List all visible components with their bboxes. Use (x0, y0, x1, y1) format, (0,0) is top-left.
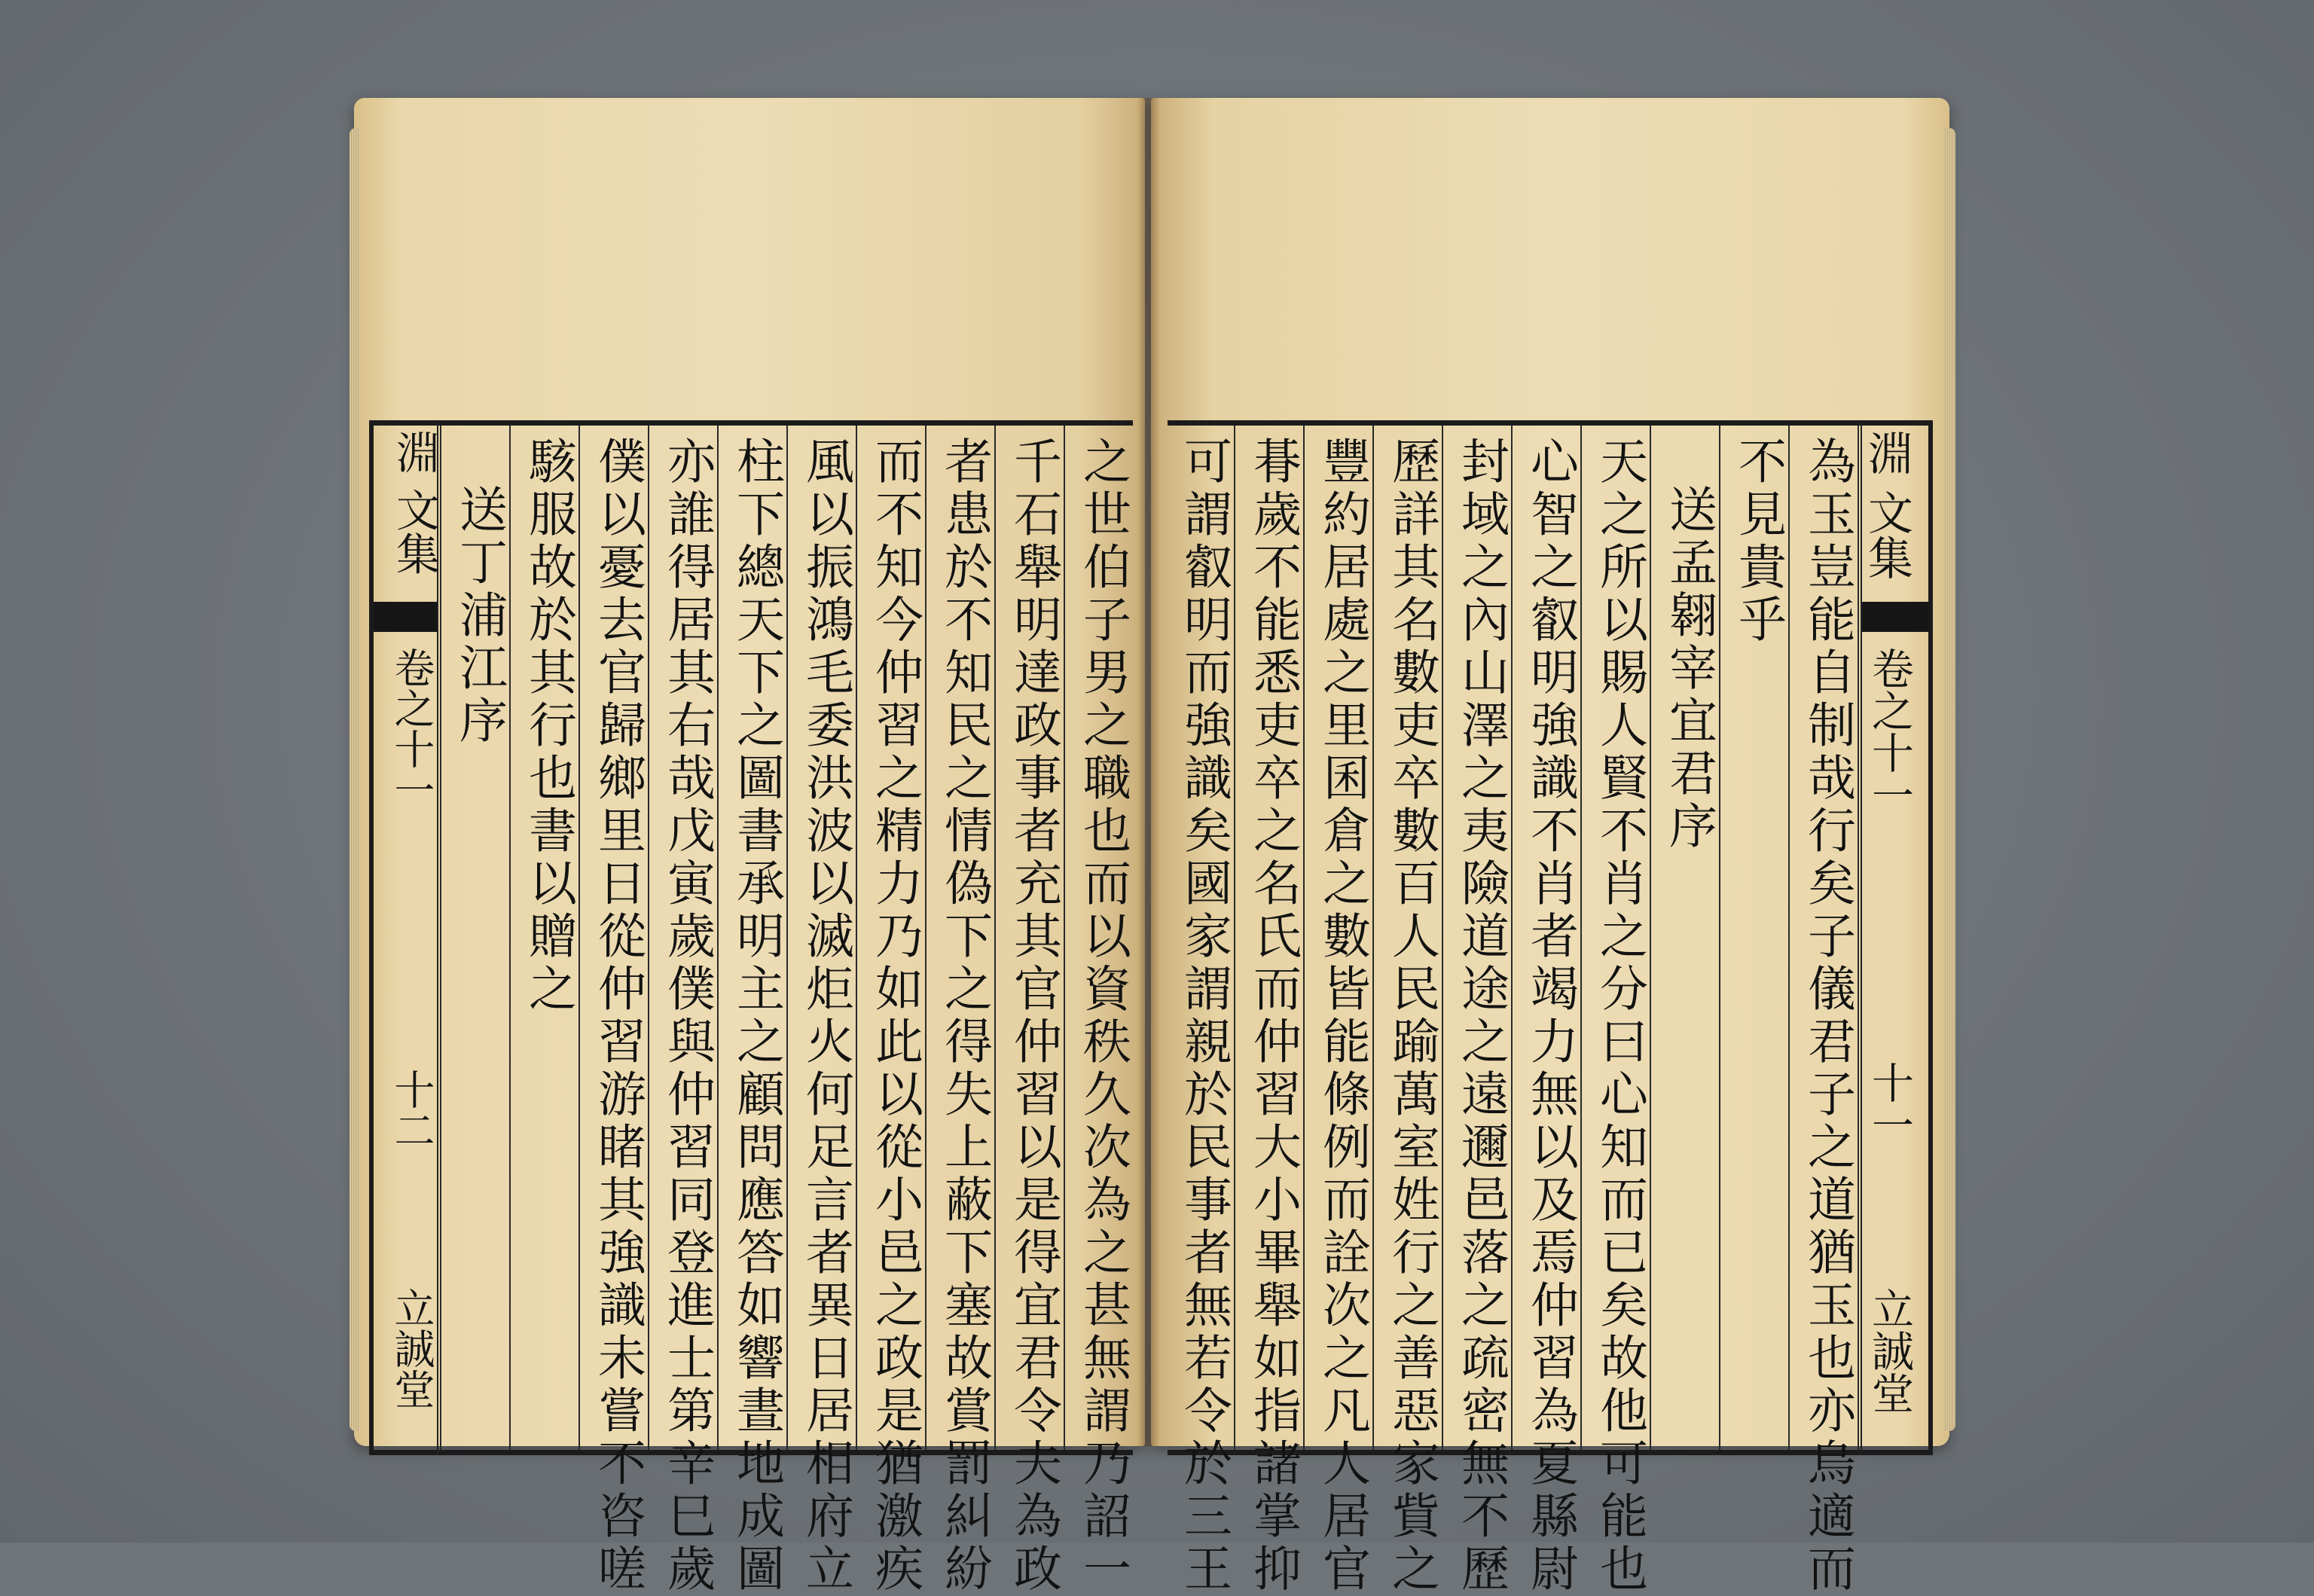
column-rule (856, 426, 857, 1450)
right-col-5: 心智之叡明強識不肖者竭力無以及焉仲習為夏縣尉 (1522, 436, 1578, 1596)
right-page-edges (1943, 128, 1955, 1431)
book-gutter (1137, 98, 1160, 1446)
open-book (354, 90, 1951, 1596)
left-margin-hall: 立誠堂 (388, 1287, 435, 1409)
column-rule (1858, 426, 1859, 1450)
right-col-6: 封域之內山澤之夷險道途之遠邇邑落之疏密無不歷 (1453, 436, 1509, 1596)
left-col-1: 之世伯子男之職也而以資秩久次為之甚無謂乃詔一 (1075, 436, 1131, 1596)
right-col-4: 天之所以賜人賢不肖之分曰心知而已矣故他可能也 (1592, 436, 1647, 1596)
right-margin-title: 淵 文集 (1861, 430, 1913, 581)
left-col-3: 者患於不知民之情偽下之得失上蔽下塞故賞罰糾紛 (936, 436, 992, 1596)
column-rule (1234, 426, 1235, 1450)
right-margin-volume: 卷之十一 (1865, 647, 1914, 816)
column-rule (1442, 426, 1443, 1450)
left-page-text-frame (369, 420, 1133, 1596)
right-margin-fishtail (1862, 602, 1930, 632)
left-margin-volume: 卷之十一 (388, 647, 435, 810)
right-col-9: 朞歲不能悉吏卒之名氏而仲習大小畢舉如指諸掌抑 (1245, 436, 1301, 1596)
right-col-3-heading: 送孟翱宰宜君序 (1661, 484, 1717, 853)
right-margin-hall: 立誠堂 (1865, 1287, 1914, 1414)
column-rule (1719, 426, 1720, 1450)
right-page-text-frame (1168, 420, 1933, 1596)
left-col-4: 而不知今仲習之精力乃如此以從小邑之政是猶激疾 (867, 436, 923, 1596)
right-col-2: 不見貴乎 (1730, 436, 1786, 647)
column-rule (1064, 426, 1065, 1450)
left-col-2: 千石舉明達政事者充其官仲習以是得宜君令夫為政 (1006, 436, 1061, 1596)
left-margin-title: 淵 文集 (389, 430, 440, 575)
column-rule (1650, 426, 1651, 1450)
left-col-6: 柱下總天下之圖書承明主之顧問應答如響晝地成圖 (728, 436, 784, 1596)
left-col-8: 僕以憂去官歸鄉里日從仲習游睹其強識未嘗不咨嗟 (590, 436, 646, 1596)
left-col-9: 駭服故於其行也書以贈之 (520, 436, 576, 1016)
column-rule (648, 426, 649, 1450)
right-col-1: 為玉豈能自制哉行矣子儀君子之道猶玉也亦烏適而 (1800, 436, 1855, 1596)
right-page-margin-strip (1861, 421, 1930, 1454)
left-margin-page-number: 十二 (388, 1069, 435, 1150)
right-col-10: 可謂叡明而強識矣國家謂親於民事者無若令於三王 (1176, 436, 1232, 1596)
column-rule (578, 426, 580, 1450)
column-rule (1303, 426, 1305, 1450)
left-margin-fishtail (374, 602, 437, 632)
column-rule (509, 426, 511, 1450)
left-col-10-heading: 送丁浦江序 (451, 484, 507, 748)
left-page-margin-strip (374, 421, 438, 1454)
column-rule (994, 426, 996, 1450)
left-page-edges (350, 128, 360, 1431)
column-rule (1580, 426, 1582, 1450)
left-col-5: 風以振鴻毛委洪波以滅炬火何足言者異日居相府立 (798, 436, 853, 1596)
column-rule (1372, 426, 1374, 1450)
right-margin-page-number: 十一 (1865, 1061, 1914, 1146)
left-col-7: 亦誰得居其右哉戊寅歲僕與仲習同登進士第辛巳歲 (659, 436, 715, 1596)
column-rule (786, 426, 788, 1450)
right-col-7: 歷詳其名數吏卒數百人民踰萬室姓行之善惡家貲之 (1384, 436, 1439, 1596)
column-rule (1511, 426, 1513, 1450)
column-rule (717, 426, 719, 1450)
column-rule (1788, 426, 1790, 1450)
right-col-8: 豐約居處之里囷倉之數皆能條例而詮次之凡人居官 (1314, 436, 1370, 1596)
column-rule (925, 426, 927, 1450)
